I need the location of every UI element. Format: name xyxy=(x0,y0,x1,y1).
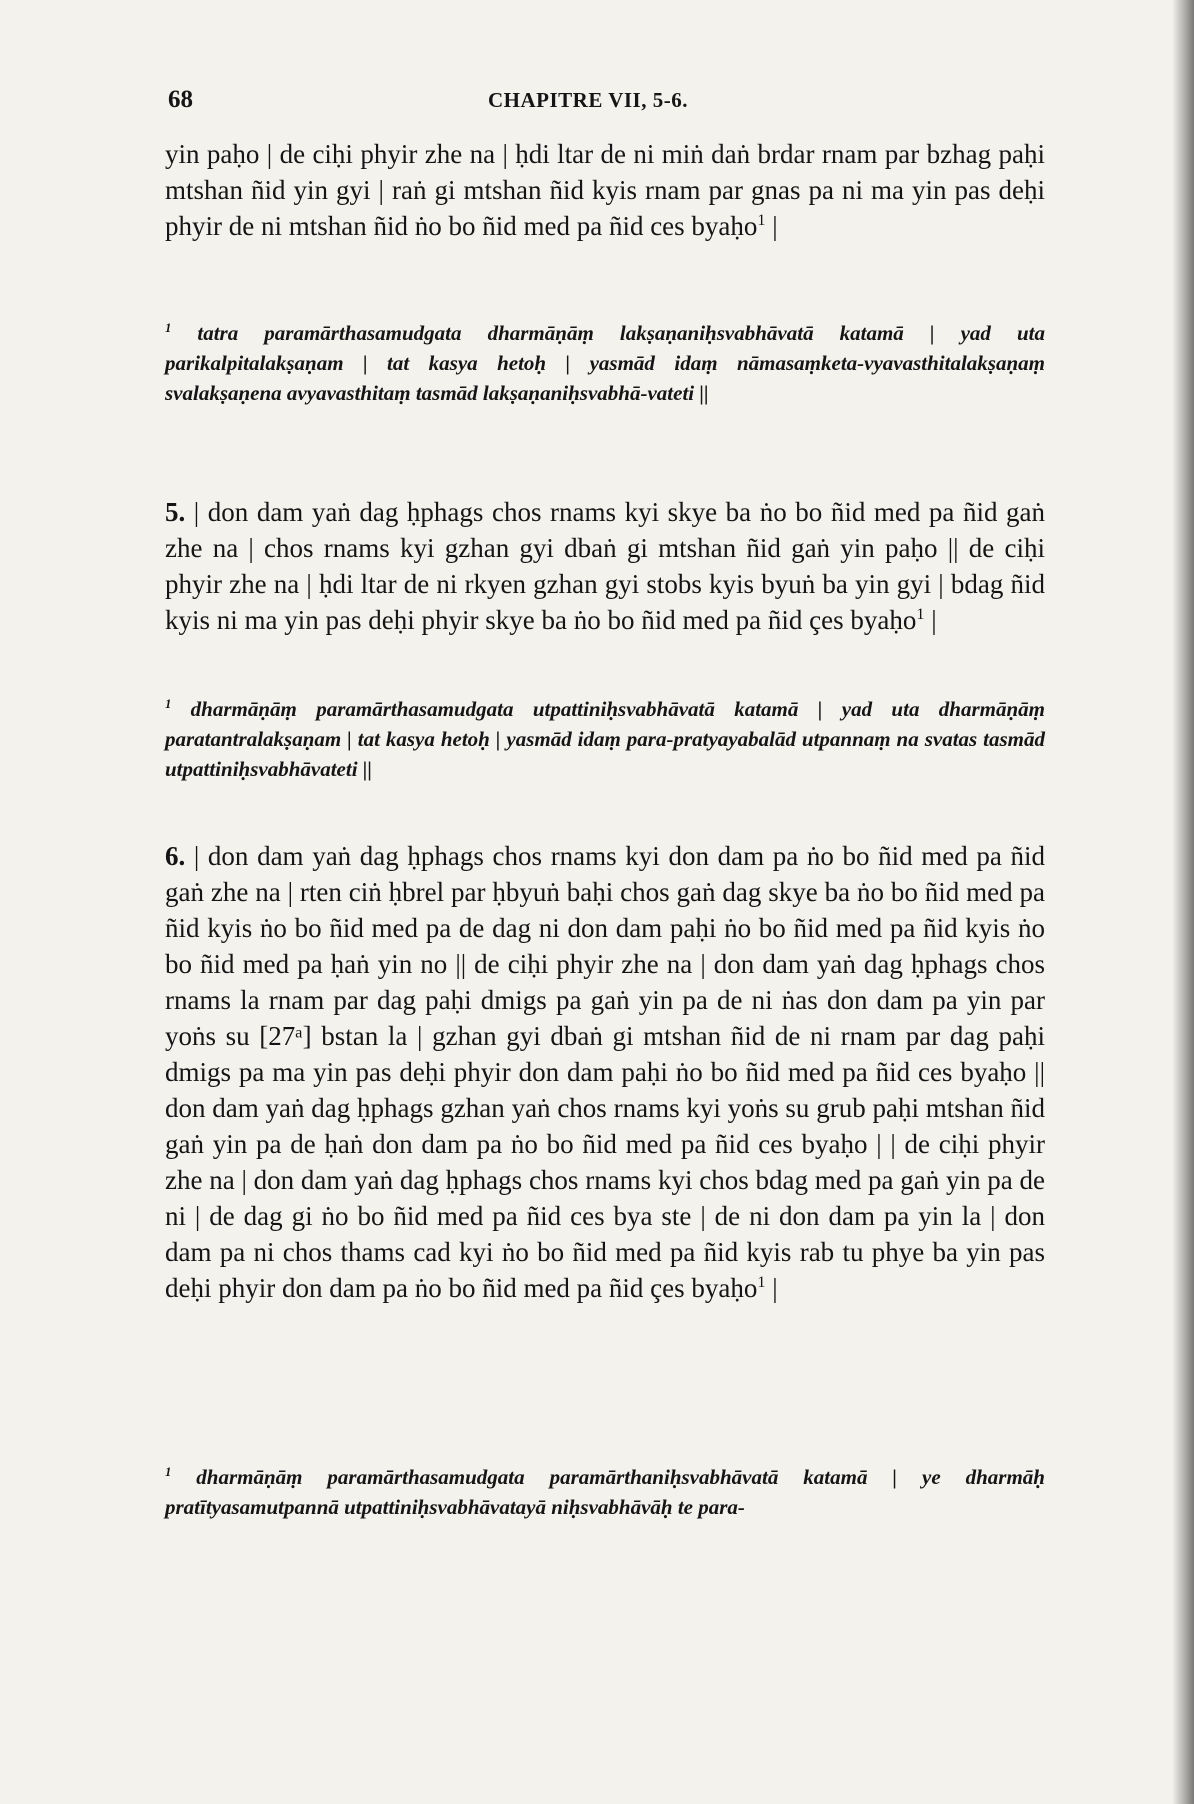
page-number: 68 xyxy=(168,86,193,113)
section-6 xyxy=(165,838,1045,1306)
footnote-1 xyxy=(165,318,1045,408)
running-title: CHAPITRE VII, 5-6. xyxy=(488,88,688,112)
section-5-end: | xyxy=(924,605,937,635)
footnote-marker: 1 xyxy=(165,697,172,711)
footnote-1-text: tatra paramārthasamudgata dharmāṇāṃ lakṣaṇaniḥsvabhāvatā katamā | yad uta parikalpitalakṣaṇam | tat kasya hetoḥ | yasmād idaṃ nāmasaṃketa-vyavasthitalakṣaṇaṃ svalakṣaṇena avyavasthitaṃ tasmād lakṣaṇaniḥsvabhā-vateti || xyxy=(165,321,1045,405)
footnote-marker: 1 xyxy=(165,321,172,335)
footnote-marker: 1 xyxy=(757,1273,766,1291)
paragraph-intro-end: | xyxy=(765,211,778,241)
page-binding-shadow xyxy=(1172,0,1194,1804)
section-6-end: | xyxy=(765,1273,778,1303)
section-6-text: | don dam yaṅ dag ḥphags chos rnams kyi don dam pa ṅo bo ñid med pa ñid gaṅ zhe na | rten ciṅ ḥbrel par ḥbyuṅ baḥi chos gaṅ dag skye ba ṅo bo ñid med pa ñid kyis ṅo bo ñid med pa de dag ni don dam paḥi ṅo bo ñid med pa ñid kyis ṅo bo ñid med pa ḥaṅ yin no || de ciḥi phyir zhe na | don dam yaṅ dag ḥphags chos rnams la rnam par dag paḥi dmigs pa gaṅ yin pa de ni ṅas don dam pa yin par yoṅs su [27ᵃ] bstan la | gzhan gyi dbaṅ gi mtshan ñid de ni rnam par dag paḥi dmigs pa ma yin pas deḥi phyir don dam paḥi ṅo bo ñid med pa ñid ces byaḥo || don dam yaṅ dag ḥphags gzhan yaṅ chos rnams kyi yoṅs su grub paḥi mtshan ñid gaṅ yin pa de ḥaṅ don dam pa ṅo bo ñid med pa ñid ces byaḥo | | de ciḥi phyir zhe na | don dam yaṅ dag ḥphags chos rnams kyi chos bdag med pa gaṅ yin pa de ni | de dag gi ṅo bo ñid med pa ñid ces bya ste | de ni don dam pa yin la | don dam pa ni chos thams cad kyi ṅo bo ñid med pa ñid kyis rab tu phye ba yin pas deḥi phyir don dam pa ṅo bo ñid med pa ñid çes byaḥo xyxy=(165,841,1045,1303)
paragraph-intro-text: yin paḥo | de ciḥi phyir zhe na | ḥdi ltar de ni miṅ daṅ brdar rnam par bzhag paḥi mtshan ñid yin gyi | raṅ gi mtshan ñid kyis rnam par gnas pa ni ma yin pas deḥi phyir de ni mtshan ñid ṅo bo ñid med pa ñid ces byaḥo xyxy=(165,139,1045,241)
paragraph-intro xyxy=(165,136,1045,244)
section-5 xyxy=(165,494,1045,638)
section-5-text: | don dam yaṅ dag ḥphags chos rnams kyi skye ba ṅo bo ñid med pa ñid gaṅ zhe na | chos rnams kyi gzhan gyi dbaṅ gi mtshan ñid gaṅ yin paḥo || de ciḥi phyir zhe na | ḥdi ltar de ni rkyen gzhan gyi stobs kyis byuṅ ba yin gyi | bdag ñid kyis ni ma yin pas deḥi phyir skye ba ṅo bo ñid med pa ñid çes byaḥo xyxy=(165,497,1045,635)
page-header xyxy=(168,86,1048,122)
footnote-3-text: dharmāṇāṃ paramārthasamudgata paramārthaniḥsvabhāvatā katamā | ye dharmāḥ pratītyasamutpannā utpattiniḥsvabhāvatayā niḥsvabhāvāḥ te para- xyxy=(165,1465,1045,1519)
footnote-marker: 1 xyxy=(916,605,925,623)
footnote-2-text: dharmāṇāṃ paramārthasamudgata utpattiniḥsvabhāvatā katamā | yad uta dharmāṇāṃ paratantralakṣaṇam | tat kasya hetoḥ | yasmād idaṃ para-pratyayabalād utpannaṃ na svatas tasmād utpattiniḥsvabhāvateti || xyxy=(165,697,1046,781)
footnote-3 xyxy=(165,1462,1045,1522)
section-5-number: 5. xyxy=(165,497,186,527)
section-6-number: 6. xyxy=(165,841,186,871)
footnote-2 xyxy=(165,694,1045,784)
footnote-marker: 1 xyxy=(757,211,766,229)
footnote-marker: 1 xyxy=(165,1465,172,1479)
